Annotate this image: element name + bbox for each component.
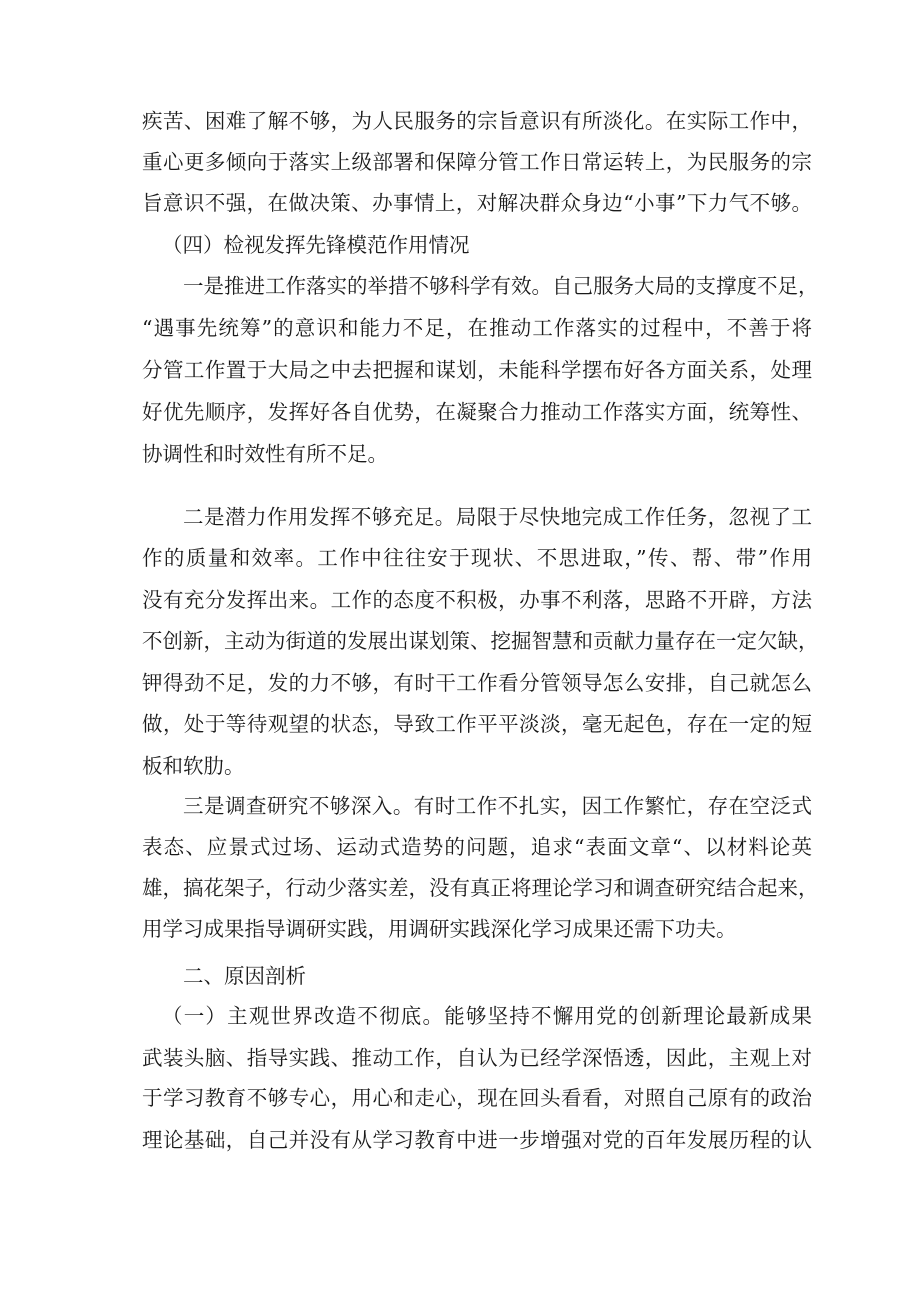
text-line: 用学习成果指导调研实践，用调研实践深化学习成果还需下功夫。 [142, 917, 737, 941]
text-line: 理论基础，自己并没有从学习教育中进一步增强对党的百年发展历程的认 [142, 1128, 812, 1152]
text-line: 没有充分发挥出来。工作的态度不积极，办事不利落，思路不开辟，方法 [142, 588, 812, 612]
text-line: “遇事先统筹”的意识和能力不足，在推动工作落实的过程中，不善于将 [142, 316, 812, 340]
text-line: 作的质量和效率。工作中往往安于现状、不思进取，”传、帮、带”作用 [142, 546, 812, 570]
text-line: 做，处于等待观望的状态，导致工作平平淡淡，毫无起色，存在一定的短 [142, 712, 812, 736]
text-line: 旨意识不强，在做决策、办事情上，对解决群众身边“小事”下力气不够。 [142, 191, 812, 215]
text-line: 一是推进工作落实的举措不够科学有效。自己服务大局的支撑度不足， [183, 274, 819, 298]
text-line: 疾苦、困难了解不够，为人民服务的宗旨意识有所淡化。在实际工作中， [142, 109, 812, 133]
text-line: 分管工作置于大局之中去把握和谋划，未能科学摆布好各方面关系，处理 [142, 358, 812, 382]
section-heading: 二、原因剖析 [183, 964, 306, 988]
text-line: 武装头脑、指导实践、推动工作，自认为已经学深悟透，因此，主观上对 [142, 1046, 812, 1070]
text-line: 于学习教育不够专心，用心和走心，现在回头看看，对照自己原有的政治 [142, 1086, 812, 1110]
text-line: 好优先顺序，发挥好各自优势，在凝聚合力推动工作落实方面，统筹性、 [142, 400, 812, 424]
text-line: 表态、应景式过场、运动式造势的问题，追求“表面文章“、以材料论英 [142, 835, 812, 859]
section-heading: （四）检视发挥先锋模范作用情况 [162, 233, 470, 257]
text-line: 板和软肋。 [142, 754, 245, 778]
text-line: 二是潜力作用发挥不够充足。局限于尽快地完成工作任务，忽视了工 [183, 505, 812, 529]
text-line: 协调性和时效性有所不足。 [142, 442, 388, 466]
text-line: 钾得劲不足，发的力不够，有时干工作看分管领导怎么安排，自己就怎么 [142, 671, 812, 695]
text-line: （一）主观世界改造不彻底。能够坚持不懈用党的创新理论最新成果 [162, 1004, 812, 1028]
text-line: 重心更多倾向于落实上级部署和保障分管工作日常运转上，为民服务的宗 [142, 150, 812, 174]
text-line: 雄，搞花架子，行动少落实差，没有真正将理论学习和调查研究结合起来， [142, 876, 819, 900]
text-line: 三是调查研究不够深入。有时工作不扎实，因工作繁忙，存在空泛式 [183, 794, 812, 818]
text-line: 不创新，主动为街道的发展出谋划策、挖掘智慧和贡献力量存在一定欠缺， [142, 629, 819, 653]
